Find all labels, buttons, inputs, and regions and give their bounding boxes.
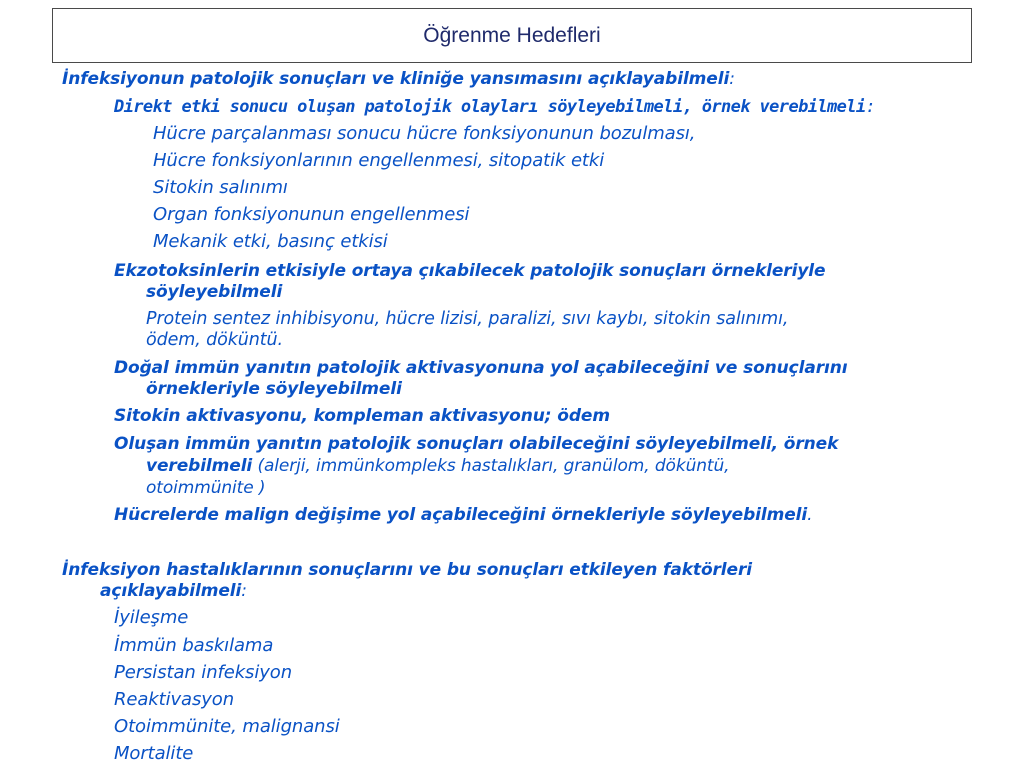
exo-heading-line1: Ekzotoksinlerin etkisiyle ortaya çıkabilecek patolojik sonuçları örnekleriyle	[114, 261, 826, 281]
outcome-item: Persistan infeksiyon	[114, 662, 293, 683]
direct-item: Mekanik etki, basınç etkisi	[153, 231, 388, 252]
outcome-item: İmmün baskılama	[114, 635, 274, 656]
formed-line3: otoimmünite )	[146, 478, 266, 498]
exo-heading-line2: söyleyebilmeli	[146, 282, 283, 302]
outcome-item: Reaktivasyon	[114, 689, 235, 710]
malign-line-text: Hücrelerde malign değişime yol açabileceğini örnekleriyle söyleyebilmeli	[114, 505, 808, 525]
outcome-item: Mortalite	[114, 743, 194, 764]
natural-line1: Doğal immün yanıtın patolojik aktivasyonuna yol açabileceğini ve sonuçlarını	[114, 358, 848, 378]
section1-heading-suffix: :	[729, 69, 735, 89]
section2-heading-line2	[100, 581, 247, 601]
outcome-item: Otoimmünite, malignansi	[114, 716, 340, 737]
direct-heading-suffix: :	[865, 97, 876, 117]
section1-heading-text: İnfeksiyonun patolojik sonuçları ve kliniğe yansımasını açıklayabilmeli	[62, 69, 730, 89]
direct-heading-text: Direkt etki sonucu oluşan patolojik olayları söyleyebilmeli, örnek verebilmeli	[114, 97, 866, 117]
outcome-item: İyileşme	[114, 607, 189, 628]
section2-heading-suffix: :	[241, 581, 247, 601]
formed-line2-rest: (alerji, immünkompleks hastalıkları, granülom, döküntü,	[252, 456, 730, 476]
direct-item: Sitokin salınımı	[153, 177, 288, 198]
malign-line-suffix: .	[807, 505, 813, 525]
malign-line	[114, 505, 812, 525]
section2-heading-line1: İnfeksiyon hastalıklarının sonuçlarını ve bu sonuçları etkileyen faktörleri	[62, 560, 752, 580]
exo-detail-line1: Protein sentez inhibisyonu, hücre lizisi, paralizi, sıvı kaybı, sitokin salınımı,	[146, 309, 789, 329]
direct-item: Hücre fonksiyonlarının engellenmesi, sitopatik etki	[153, 150, 605, 171]
formed-line2-bold: verebilmeli	[146, 456, 253, 476]
direct-heading	[114, 97, 875, 117]
section1-heading	[62, 69, 735, 89]
cytokine-line: Sitokin aktivasyonu, kompleman aktivasyonu; ödem	[114, 406, 610, 426]
page-title: Öğrenme Hedefleri	[423, 23, 601, 47]
formed-line2	[146, 456, 729, 476]
exo-detail-line2: ödem, döküntü.	[146, 330, 284, 350]
section2-heading-line2-text: açıklayabilmeli	[100, 581, 242, 601]
direct-item: Organ fonksiyonunun engellenmesi	[153, 204, 470, 225]
natural-line2: örnekleriyle söyleyebilmeli	[146, 379, 402, 399]
formed-line1: Oluşan immün yanıtın patolojik sonuçları olabileceğini söyleyebilmeli, örnek	[114, 434, 839, 454]
direct-item: Hücre parçalanması sonucu hücre fonksiyonunun bozulması,	[153, 123, 696, 144]
